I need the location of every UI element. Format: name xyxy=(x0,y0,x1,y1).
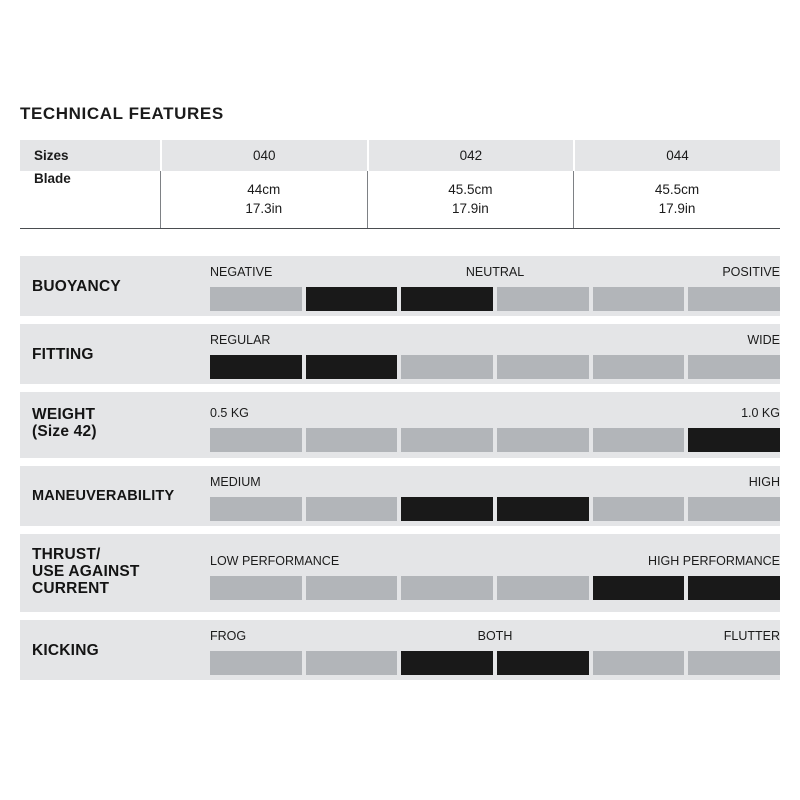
segment xyxy=(593,355,685,379)
feature-label-weight-line2: (Size 42) xyxy=(32,423,97,440)
segment xyxy=(306,651,398,675)
segment xyxy=(497,287,589,311)
feature-scale-labels-kicking xyxy=(210,629,780,646)
segment xyxy=(210,428,302,452)
segment xyxy=(401,497,493,521)
feature-scale-labels-thrust xyxy=(210,554,780,571)
segment xyxy=(306,355,398,379)
spec-cell-blade-040-in: 17.3in xyxy=(245,201,283,216)
scale-right-label-fitting: WIDE xyxy=(747,333,780,347)
feature-scale-labels-buoyancy xyxy=(210,265,780,282)
segment xyxy=(688,497,780,521)
segment xyxy=(593,428,685,452)
feature-label-thrust-line3: CURRENT xyxy=(32,580,110,597)
scale-left-label-thrust: LOW PERFORMANCE xyxy=(210,554,340,568)
segment xyxy=(688,651,780,675)
spec-table xyxy=(20,140,780,228)
segment xyxy=(497,428,589,452)
segment xyxy=(497,651,589,675)
scale-center-label-kicking: BOTH xyxy=(477,629,513,643)
scale-left-label-kicking: FROG xyxy=(210,629,247,643)
segment xyxy=(401,287,493,311)
feature-label-thrust xyxy=(32,534,210,612)
feature-row-thrust xyxy=(20,534,780,612)
segment xyxy=(210,651,302,675)
feature-scale-thrust xyxy=(210,534,780,611)
scale-left-label-buoyancy: NEGATIVE xyxy=(210,265,273,279)
feature-label-fitting: FITTING xyxy=(32,345,94,363)
segment xyxy=(210,576,302,600)
segment xyxy=(306,497,398,521)
feature-scale-labels-maneuverability xyxy=(210,475,780,492)
segment xyxy=(593,651,685,675)
segment xyxy=(210,287,302,311)
segment xyxy=(688,576,780,600)
scale-center-label-buoyancy: NEUTRAL xyxy=(465,265,525,279)
spec-cell-blade-044-in: 17.9in xyxy=(658,201,696,216)
spec-cell-blade-042-cm: 45.5cm xyxy=(448,182,493,197)
segment xyxy=(497,497,589,521)
spec-cell-blade-042-in: 17.9in xyxy=(451,201,489,216)
feature-rating-list xyxy=(20,256,780,688)
segment xyxy=(688,428,780,452)
scale-left-label-weight: 0.5 KG xyxy=(210,406,249,420)
feature-scale-weight xyxy=(210,392,780,463)
segment xyxy=(401,576,493,600)
scale-right-label-maneuverability: HIGH xyxy=(748,475,780,489)
feature-label-kicking: KICKING xyxy=(32,641,99,659)
feature-label-maneuverability: MANEUVERABILITY xyxy=(32,487,175,504)
segment xyxy=(497,576,589,600)
segment xyxy=(497,355,589,379)
segment-bar-buoyancy xyxy=(210,287,780,311)
feature-row-weight xyxy=(20,392,780,458)
spec-table-row-blade xyxy=(20,171,780,228)
feature-scale-labels-fitting xyxy=(210,333,780,350)
segment xyxy=(401,355,493,379)
spec-table-header-row xyxy=(20,140,780,171)
segment xyxy=(401,651,493,675)
feature-label-thrust-line2: USE AGAINST xyxy=(32,563,140,580)
feature-row-kicking xyxy=(20,620,780,680)
segment xyxy=(306,287,398,311)
feature-label-buoyancy: BUOYANCY xyxy=(32,277,121,295)
spec-cell-blade-040-cm: 44cm xyxy=(247,182,281,197)
segment-bar-kicking xyxy=(210,651,780,675)
segment xyxy=(593,497,685,521)
feature-scale-fitting xyxy=(210,324,780,390)
segment xyxy=(688,355,780,379)
feature-label-weight xyxy=(32,392,210,458)
segment xyxy=(210,355,302,379)
spec-table-bottom-rule xyxy=(20,228,780,229)
spec-cell-blade-044 xyxy=(573,171,780,228)
segment-bar-fitting xyxy=(210,355,780,379)
feature-row-buoyancy xyxy=(20,256,780,316)
segment xyxy=(306,428,398,452)
scale-right-label-buoyancy: POSITIVE xyxy=(722,265,780,279)
spec-cell-blade-040 xyxy=(160,171,367,228)
segment xyxy=(688,287,780,311)
feature-scale-buoyancy xyxy=(210,256,780,322)
spec-header-sizes: Sizes xyxy=(20,140,160,171)
feature-scale-maneuverability xyxy=(210,466,780,532)
spec-header-040: 040 xyxy=(160,140,367,171)
segment xyxy=(306,576,398,600)
segment-bar-maneuverability xyxy=(210,497,780,521)
segment xyxy=(593,576,685,600)
page-title: TECHNICAL FEATURES xyxy=(20,104,224,123)
segment xyxy=(593,287,685,311)
scale-left-label-fitting: REGULAR xyxy=(210,333,271,347)
segment-bar-thrust xyxy=(210,576,780,600)
segment-bar-weight xyxy=(210,428,780,452)
feature-row-maneuverability xyxy=(20,466,780,526)
feature-label-weight-line1: WEIGHT xyxy=(32,406,96,423)
scale-right-label-weight: 1.0 KG xyxy=(741,406,780,420)
segment xyxy=(401,428,493,452)
spec-row-label-blade: Blade xyxy=(20,171,160,228)
spec-cell-blade-042 xyxy=(367,171,574,228)
scale-right-label-thrust: HIGH PERFORMANCE xyxy=(648,554,780,568)
feature-scale-kicking xyxy=(210,620,780,686)
feature-scale-labels-weight xyxy=(210,406,780,423)
feature-row-fitting xyxy=(20,324,780,384)
segment xyxy=(210,497,302,521)
spec-cell-blade-044-cm: 45.5cm xyxy=(654,182,700,197)
scale-right-label-kicking: FLUTTER xyxy=(723,629,780,643)
feature-label-thrust-line1: THRUST/ xyxy=(32,546,101,563)
scale-left-label-maneuverability: MEDIUM xyxy=(210,475,261,489)
spec-header-042: 042 xyxy=(367,140,574,171)
spec-header-044: 044 xyxy=(573,140,780,171)
